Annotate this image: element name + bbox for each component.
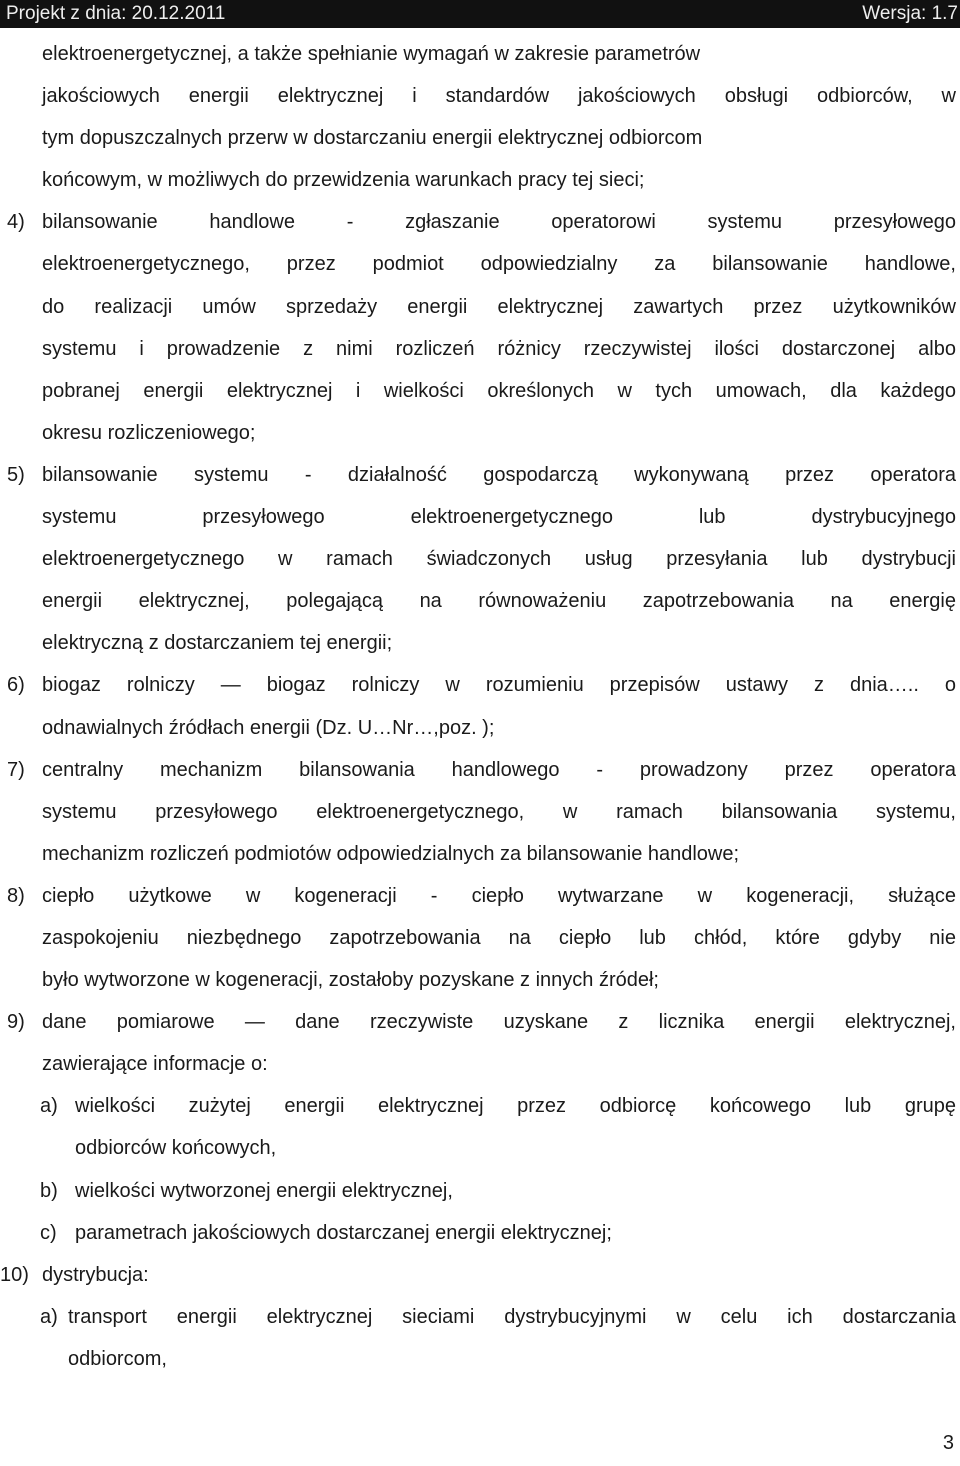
list-number: a)	[40, 1305, 58, 1328]
list-number: 10)	[0, 1263, 29, 1286]
line-text: elektryczną z dostarczaniem tej energii;	[42, 632, 393, 655]
line-text: końcowym, w możliwych do przewidzenia warunkach pracy tej sieci;	[42, 169, 645, 192]
line-text: wielkości zużytej energii elektrycznej przez odbiorcę końcowego lub grupę	[75, 1095, 956, 1118]
line-text: odnawialnych źródłach energii (Dz. U…Nr…,poz. );	[42, 716, 495, 739]
project-date: Projekt z dnia: 20.12.2011	[6, 3, 226, 24]
text-line	[0, 664, 960, 706]
line-text: okresu rozliczeniowego;	[42, 421, 256, 444]
document-body	[0, 33, 960, 1380]
list-number: 9)	[7, 1011, 25, 1034]
text-line	[0, 917, 960, 959]
text-line	[0, 201, 960, 243]
line-text: było wytworzone w kogeneracji, zostałoby pozyskane z innych źródeł;	[42, 969, 659, 992]
list-number: 6)	[7, 674, 25, 697]
line-text: wielkości wytworzonej energii elektrycznej,	[75, 1179, 453, 1202]
line-text: dane pomiarowe — dane rzeczywiste uzyskane z licznika energii elektrycznej,	[42, 1011, 956, 1034]
text-line	[0, 875, 960, 917]
text-line	[0, 959, 960, 1001]
text-line	[0, 1043, 960, 1085]
list-number: 8)	[7, 884, 25, 907]
line-text: mechanizm rozliczeń podmiotów odpowiedzialnych za bilansowanie handlowe;	[42, 842, 740, 865]
line-text: odbiorcom,	[68, 1347, 167, 1370]
version-label: Wersja: 1.7	[862, 3, 958, 24]
line-text: jakościowych energii elektrycznej i standardów jakościowych obsługi odbiorców, w	[42, 85, 956, 108]
text-line	[0, 159, 960, 201]
text-line	[0, 1085, 960, 1127]
line-text: parametrach jakościowych dostarczanej energii elektrycznej;	[75, 1221, 612, 1244]
line-text: pobranej energii elektrycznej i wielkości określonych w tych umowach, dla każdego	[42, 379, 956, 402]
text-line	[0, 117, 960, 159]
line-text: bilansowanie systemu - działalność gospodarczą wykonywaną przez operatora	[42, 463, 956, 486]
line-text: dystrybucja:	[42, 1263, 149, 1286]
list-number: 7)	[7, 758, 25, 781]
text-line	[0, 749, 960, 791]
text-line	[0, 1212, 960, 1254]
text-line	[0, 243, 960, 285]
line-text: odbiorców końcowych,	[75, 1137, 277, 1160]
line-text: centralny mechanizm bilansowania handlowego - prowadzony przez operatora	[42, 758, 956, 781]
text-line	[0, 370, 960, 412]
text-line	[0, 580, 960, 622]
line-text: systemu przesyłowego elektroenergetycznego lub dystrybucyjnego	[42, 506, 956, 529]
line-text: systemu przesyłowego elektroenergetycznego, w ramach bilansowania systemu,	[42, 800, 956, 823]
line-text: tym dopuszczalnych przerw w dostarczaniu energii elektrycznej odbiorcom	[42, 127, 703, 150]
text-line	[0, 1001, 960, 1043]
text-line	[0, 1170, 960, 1212]
line-text: do realizacji umów sprzedaży energii elektrycznej zawartych przez użytkowników	[42, 295, 956, 318]
text-line	[0, 75, 960, 117]
list-number: 4)	[7, 211, 25, 234]
list-number: 5)	[7, 463, 25, 486]
line-text: elektroenergetycznego w ramach świadczonych usług przesyłania lub dystrybucji	[42, 548, 956, 571]
text-line	[0, 286, 960, 328]
text-line	[0, 622, 960, 664]
line-text: zaspokojeniu niezbędnego zapotrzebowania na ciepło lub chłód, które gdyby nie	[42, 926, 956, 949]
text-line	[0, 33, 960, 75]
line-text: ciepło użytkowe w kogeneracji - ciepło wytwarzane w kogeneracji, służące	[42, 884, 956, 907]
list-number: b)	[40, 1179, 58, 1202]
text-line	[0, 328, 960, 370]
line-text: systemu i prowadzenie z nimi rozliczeń różnicy rzeczywistej ilości dostarczonej albo	[42, 337, 956, 360]
document-header	[0, 0, 960, 28]
page-number: 3	[942, 1432, 954, 1454]
line-text: bilansowanie handlowe - zgłaszanie operatorowi systemu przesyłowego	[42, 211, 956, 234]
text-line	[0, 1296, 960, 1338]
line-text: transport energii elektrycznej sieciami dystrybucyjnymi w celu ich dostarczania	[68, 1305, 956, 1328]
text-line	[0, 538, 960, 580]
text-line	[0, 412, 960, 454]
line-text: elektroenergetycznego, przez podmiot odpowiedzialny za bilansowanie handlowe,	[42, 253, 956, 276]
line-text: elektroenergetycznej, a także spełnianie wymagań w zakresie parametrów	[42, 43, 701, 65]
list-number: a)	[40, 1095, 58, 1118]
list-number: c)	[40, 1221, 57, 1244]
line-text: zawierające informacje o:	[42, 1053, 268, 1076]
line-text: biogaz rolniczy — biogaz rolniczy w rozumieniu przepisów ustawy z dnia….. o	[42, 674, 956, 697]
text-line	[0, 833, 960, 875]
text-line	[0, 1338, 960, 1380]
text-line	[0, 1254, 960, 1296]
text-line	[0, 496, 960, 538]
line-text: energii elektrycznej, polegającą na równoważeniu zapotrzebowania na energię	[42, 590, 956, 613]
text-line	[0, 791, 960, 833]
text-line	[0, 1127, 960, 1169]
text-line	[0, 454, 960, 496]
text-line	[0, 707, 960, 749]
